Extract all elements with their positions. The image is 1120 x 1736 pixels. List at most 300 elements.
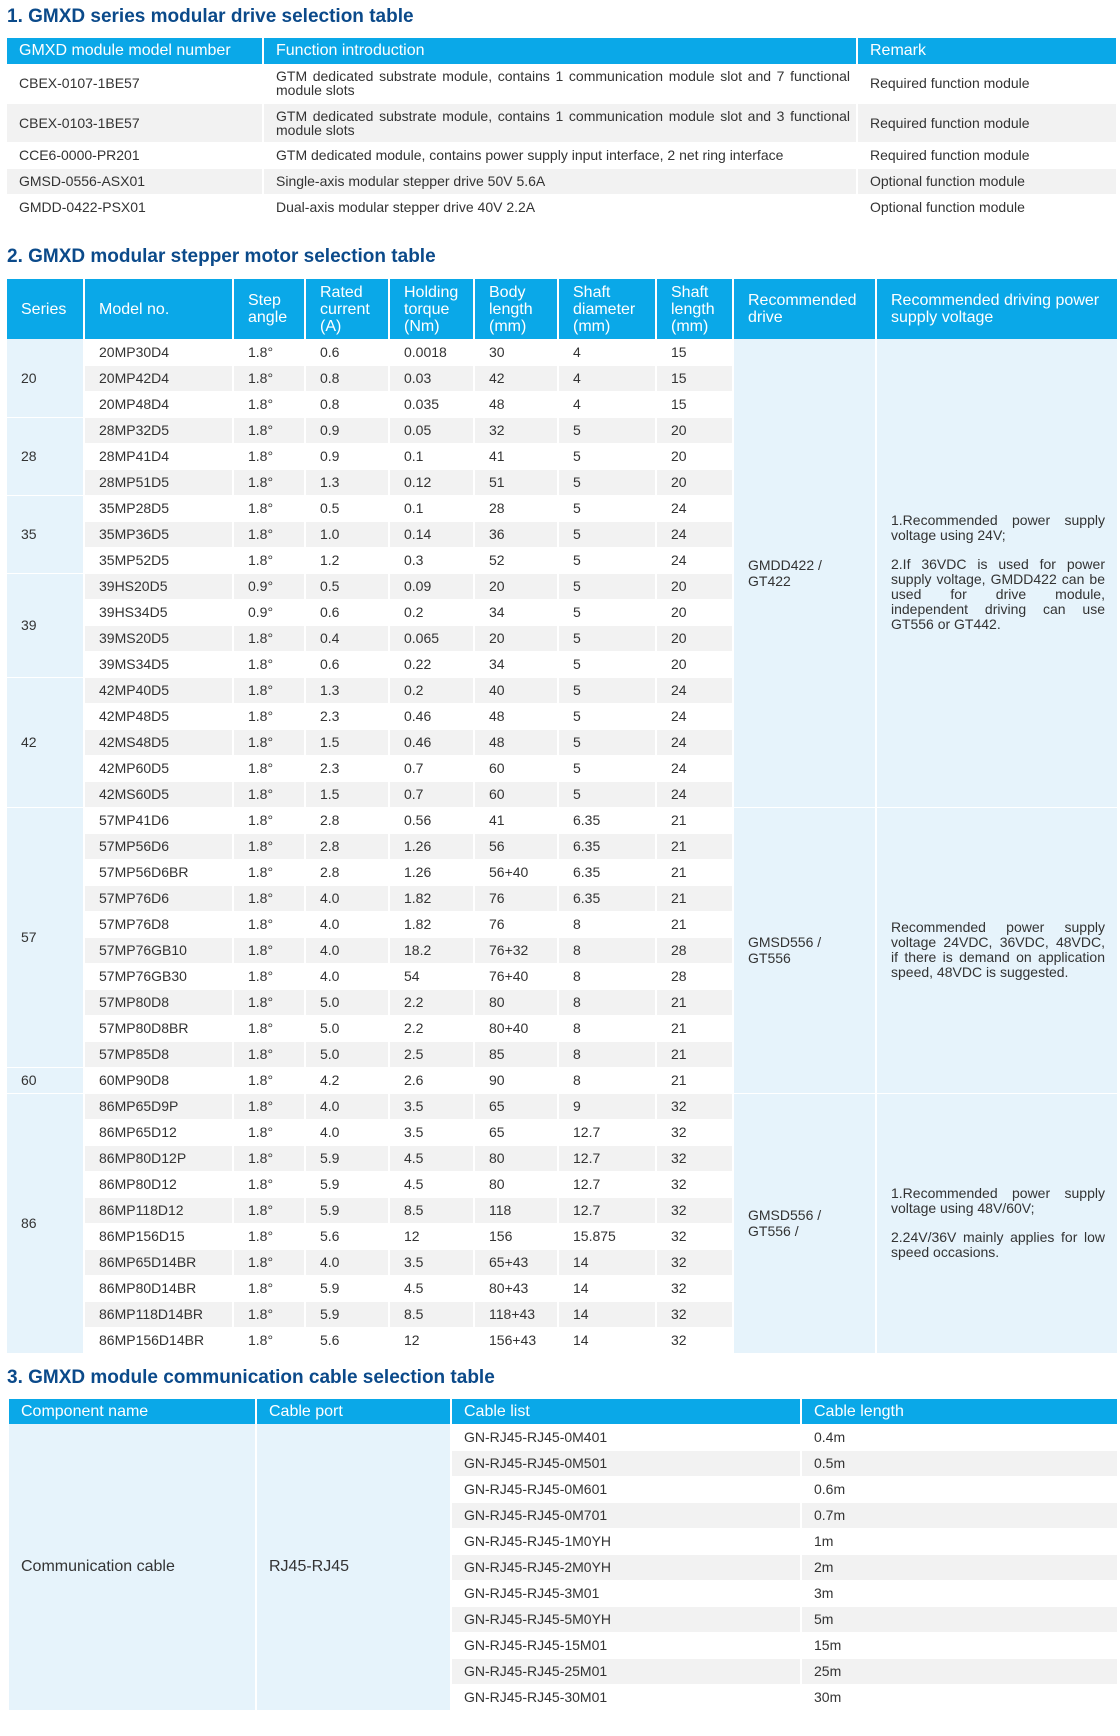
- table-cell: 12.7: [558, 1197, 656, 1223]
- drive-selection-table: [7, 38, 1118, 221]
- table-cell: 6.35: [558, 833, 656, 859]
- table-cell: 1.8°: [233, 365, 305, 391]
- table-cell: 1.8°: [233, 911, 305, 937]
- column-header: Holding torque (Nm): [389, 279, 474, 339]
- table-cell: 65: [474, 1093, 558, 1119]
- cable-length-cell: 25m: [801, 1658, 1118, 1684]
- table-cell: 5.0: [305, 1015, 389, 1041]
- table-cell: 0.035: [389, 391, 474, 417]
- table-cell: Required function module: [857, 142, 1117, 168]
- model-cell: 35MP52D5: [84, 547, 233, 573]
- table-cell: 4.0: [305, 937, 389, 963]
- table-cell: 5.6: [305, 1327, 389, 1353]
- table-cell: 12.7: [558, 1145, 656, 1171]
- table-cell: 24: [656, 677, 733, 703]
- recommended-drive-cell: GMDD422 / GT422: [733, 339, 876, 807]
- table-cell: 1.8°: [233, 859, 305, 885]
- table-cell: 8.5: [389, 1197, 474, 1223]
- model-cell: 39HS20D5: [84, 573, 233, 599]
- table-cell: GMDD-0422-PSX01: [7, 194, 263, 220]
- table-cell: 21: [656, 989, 733, 1015]
- table-cell: 8.5: [389, 1301, 474, 1327]
- series-cell: 20: [7, 339, 84, 417]
- table-cell: Single-axis modular stepper drive 50V 5.6A: [263, 168, 857, 194]
- table-cell: CBEX-0103-1BE57: [7, 103, 263, 142]
- table-cell: 24: [656, 781, 733, 807]
- table-cell: GMSD-0556-ASX01: [7, 168, 263, 194]
- cable-length-cell: 2m: [801, 1554, 1118, 1580]
- table-row: [7, 142, 1117, 168]
- table-cell: 1.8°: [233, 1093, 305, 1119]
- table-cell: 56+40: [474, 859, 558, 885]
- table-cell: 34: [474, 599, 558, 625]
- table-cell: 80: [474, 989, 558, 1015]
- column-header: GMXD module model number: [7, 38, 263, 64]
- table-cell: 0.03: [389, 365, 474, 391]
- table-cell: 4: [558, 391, 656, 417]
- cable-length-cell: 15m: [801, 1632, 1118, 1658]
- column-header: Cable length: [801, 1399, 1118, 1424]
- model-cell: 28MP32D5: [84, 417, 233, 443]
- table-row: [7, 1093, 1118, 1119]
- model-cell: 42MS48D5: [84, 729, 233, 755]
- table-cell: 40: [474, 677, 558, 703]
- cable-model-cell: GN-RJ45-RJ45-0M601: [451, 1476, 801, 1502]
- table-cell: 5.9: [305, 1171, 389, 1197]
- table-row: [7, 194, 1117, 220]
- model-cell: 57MP80D8: [84, 989, 233, 1015]
- model-cell: 20MP48D4: [84, 391, 233, 417]
- table-cell: 0.7: [389, 755, 474, 781]
- table-cell: GTM dedicated substrate module, contains 1 communication module slot and 7 functional module slots: [263, 64, 857, 103]
- table-cell: 32: [656, 1171, 733, 1197]
- table-cell: 1.8°: [233, 1041, 305, 1067]
- table-cell: 1.26: [389, 859, 474, 885]
- table-cell: 52: [474, 547, 558, 573]
- table-cell: 2.5: [389, 1041, 474, 1067]
- series-cell: 42: [7, 677, 84, 807]
- table-cell: 1.8°: [233, 1119, 305, 1145]
- table-cell: 1.8°: [233, 625, 305, 651]
- table-cell: 12.7: [558, 1119, 656, 1145]
- table-cell: 14: [558, 1301, 656, 1327]
- table-cell: 0.12: [389, 469, 474, 495]
- model-cell: 28MP41D4: [84, 443, 233, 469]
- table-cell: 5: [558, 729, 656, 755]
- table-cell: 20: [656, 469, 733, 495]
- model-cell: 86MP156D14BR: [84, 1327, 233, 1353]
- table-cell: 76: [474, 885, 558, 911]
- table-cell: 4.0: [305, 1093, 389, 1119]
- table-cell: 5.9: [305, 1197, 389, 1223]
- cable-length-cell: 3m: [801, 1580, 1118, 1606]
- table-cell: 80+43: [474, 1275, 558, 1301]
- table-cell: 1.8°: [233, 781, 305, 807]
- table-row: [7, 339, 1118, 365]
- table-cell: 51: [474, 469, 558, 495]
- table-cell: 4.5: [389, 1275, 474, 1301]
- table-cell: 2.2: [389, 989, 474, 1015]
- table-cell: 1.0: [305, 521, 389, 547]
- table-row: [9, 1424, 1118, 1450]
- table-cell: 1.5: [305, 781, 389, 807]
- model-cell: 86MP65D9P: [84, 1093, 233, 1119]
- cable-model-cell: GN-RJ45-RJ45-5M0YH: [451, 1606, 801, 1632]
- table-cell: 80: [474, 1145, 558, 1171]
- table-cell: 2.3: [305, 703, 389, 729]
- cable-length-cell: 1m: [801, 1528, 1118, 1554]
- table-cell: CCE6-0000-PR201: [7, 142, 263, 168]
- table-cell: 5.9: [305, 1145, 389, 1171]
- power-supply-note-cell: [876, 1093, 1118, 1353]
- table-cell: 21: [656, 1041, 733, 1067]
- column-header: Function introduction: [263, 38, 857, 64]
- table-cell: 12: [389, 1223, 474, 1249]
- column-header: Model no.: [84, 279, 233, 339]
- table-cell: 2.8: [305, 807, 389, 833]
- table-cell: 8: [558, 1067, 656, 1093]
- table-cell: 4.5: [389, 1171, 474, 1197]
- stepper-motor-table: [7, 279, 1119, 1354]
- table-cell: 1.8°: [233, 651, 305, 677]
- model-cell: 39HS34D5: [84, 599, 233, 625]
- series-cell: 60: [7, 1067, 84, 1093]
- table-cell: 21: [656, 1015, 733, 1041]
- model-cell: 57MP41D6: [84, 807, 233, 833]
- cable-model-cell: GN-RJ45-RJ45-3M01: [451, 1580, 801, 1606]
- table-cell: 1.8°: [233, 391, 305, 417]
- table-cell: Dual-axis modular stepper drive 40V 2.2A: [263, 194, 857, 220]
- column-header: Component name: [9, 1399, 256, 1424]
- table-cell: 3.5: [389, 1249, 474, 1275]
- table-cell: 1.26: [389, 833, 474, 859]
- table-cell: 2.2: [389, 1015, 474, 1041]
- table-cell: 5: [558, 521, 656, 547]
- cable-length-cell: 5m: [801, 1606, 1118, 1632]
- table-cell: 20: [656, 599, 733, 625]
- table-cell: 0.6: [305, 599, 389, 625]
- model-cell: 20MP42D4: [84, 365, 233, 391]
- table-cell: 42: [474, 365, 558, 391]
- table-cell: 1.8°: [233, 885, 305, 911]
- table-cell: 5: [558, 495, 656, 521]
- model-cell: 57MP56D6: [84, 833, 233, 859]
- table-cell: 5: [558, 781, 656, 807]
- cable-length-cell: 0.7m: [801, 1502, 1118, 1528]
- model-cell: 57MP76GB10: [84, 937, 233, 963]
- model-cell: 86MP80D12: [84, 1171, 233, 1197]
- table-cell: 1.8°: [233, 417, 305, 443]
- table-cell: 8: [558, 937, 656, 963]
- model-cell: 57MP56D6BR: [84, 859, 233, 885]
- model-cell: 86MP156D15: [84, 1223, 233, 1249]
- table-cell: 32: [656, 1223, 733, 1249]
- section1-title: 1. GMXD series modular drive selection table: [7, 6, 414, 27]
- table-row: [7, 103, 1117, 142]
- cable-model-cell: GN-RJ45-RJ45-0M501: [451, 1450, 801, 1476]
- table-cell: 5: [558, 625, 656, 651]
- table-row: [7, 807, 1118, 833]
- table-cell: 0.9°: [233, 599, 305, 625]
- model-cell: 60MP90D8: [84, 1067, 233, 1093]
- table-cell: 48: [474, 391, 558, 417]
- power-supply-note: 2.If 36VDC is used for power supply voltage, GMDD422 can be used for drive module, independent driving can use GT556 or GT442.: [891, 556, 1105, 633]
- table-cell: 32: [656, 1327, 733, 1353]
- table-cell: 4: [558, 365, 656, 391]
- table-cell: 54: [389, 963, 474, 989]
- table-cell: 1.8°: [233, 339, 305, 365]
- table-cell: 48: [474, 703, 558, 729]
- cable-table-body: [9, 1424, 1118, 1710]
- table-cell: 4.5: [389, 1145, 474, 1171]
- table-cell: 2.8: [305, 859, 389, 885]
- table-cell: 76+32: [474, 937, 558, 963]
- table-cell: 0.9: [305, 417, 389, 443]
- table-cell: 1.8°: [233, 1301, 305, 1327]
- table-cell: 1.8°: [233, 729, 305, 755]
- cable-model-cell: GN-RJ45-RJ45-0M401: [451, 1424, 801, 1450]
- column-header: Shaft length (mm): [656, 279, 733, 339]
- series-cell: 28: [7, 417, 84, 495]
- table-cell: 21: [656, 833, 733, 859]
- series-cell: 39: [7, 573, 84, 677]
- table-row: [7, 64, 1117, 103]
- table-cell: 32: [656, 1301, 733, 1327]
- table-cell: 0.5: [305, 573, 389, 599]
- table-cell: 32: [656, 1275, 733, 1301]
- model-cell: 86MP65D14BR: [84, 1249, 233, 1275]
- table-cell: Optional function module: [857, 194, 1117, 220]
- table-cell: 1.8°: [233, 1067, 305, 1093]
- table-cell: 32: [474, 417, 558, 443]
- table-cell: 0.22: [389, 651, 474, 677]
- table-cell: 5: [558, 443, 656, 469]
- table-cell: 0.8: [305, 391, 389, 417]
- table-cell: 1.8°: [233, 443, 305, 469]
- cable-table: [9, 1399, 1119, 1711]
- model-cell: 86MP80D12P: [84, 1145, 233, 1171]
- table-cell: 0.6: [305, 651, 389, 677]
- table-cell: 5: [558, 469, 656, 495]
- model-cell: 57MP76D6: [84, 885, 233, 911]
- table-cell: 0.1: [389, 443, 474, 469]
- table-cell: 18.2: [389, 937, 474, 963]
- table-cell: 32: [656, 1197, 733, 1223]
- table-cell: 1.8°: [233, 1197, 305, 1223]
- table-cell: 76: [474, 911, 558, 937]
- table-cell: 32: [656, 1249, 733, 1275]
- table-cell: 1.8°: [233, 677, 305, 703]
- power-supply-note: 2.24V/36V mainly applies for low speed occasions.: [891, 1229, 1105, 1260]
- section2-title: 2. GMXD modular stepper motor selection table: [7, 246, 436, 267]
- table-cell: 65: [474, 1119, 558, 1145]
- power-supply-note: 1.Recommended power supply voltage using 48V/60V;: [891, 1185, 1105, 1216]
- model-cell: 42MS60D5: [84, 781, 233, 807]
- table-cell: 65+43: [474, 1249, 558, 1275]
- cable-length-cell: 0.5m: [801, 1450, 1118, 1476]
- table-cell: 21: [656, 1067, 733, 1093]
- table-cell: 1.8°: [233, 1145, 305, 1171]
- table-cell: 4.0: [305, 963, 389, 989]
- table-cell: 0.09: [389, 573, 474, 599]
- model-cell: 28MP51D5: [84, 469, 233, 495]
- table-cell: 1.8°: [233, 547, 305, 573]
- table-cell: 34: [474, 651, 558, 677]
- table-cell: GTM dedicated substrate module, contains 1 communication module slot and 3 functional module slots: [263, 103, 857, 142]
- table-cell: 24: [656, 729, 733, 755]
- table-cell: 8: [558, 1015, 656, 1041]
- column-header: Rated current (A): [305, 279, 389, 339]
- table-cell: 12: [389, 1327, 474, 1353]
- table-cell: Required function module: [857, 64, 1117, 103]
- table-cell: 56: [474, 833, 558, 859]
- column-header: Remark: [857, 38, 1117, 64]
- table-cell: 28: [656, 963, 733, 989]
- model-cell: 86MP80D14BR: [84, 1275, 233, 1301]
- power-supply-note-cell: [876, 807, 1118, 1093]
- table-cell: 0.5: [305, 495, 389, 521]
- table-cell: 1.8°: [233, 989, 305, 1015]
- power-supply-note-cell: [876, 339, 1118, 807]
- table-cell: 1.8°: [233, 807, 305, 833]
- table-cell: 2.8: [305, 833, 389, 859]
- table-cell: 0.065: [389, 625, 474, 651]
- model-cell: 35MP36D5: [84, 521, 233, 547]
- table-cell: 1.8°: [233, 495, 305, 521]
- table-cell: 5: [558, 573, 656, 599]
- table-cell: 5: [558, 417, 656, 443]
- power-supply-note: 1.Recommended power supply voltage using 24V;: [891, 512, 1105, 544]
- table-cell: 15: [656, 339, 733, 365]
- column-header: Cable list: [451, 1399, 801, 1424]
- table-cell: 2.6: [389, 1067, 474, 1093]
- table-cell: 6.35: [558, 807, 656, 833]
- table-cell: 48: [474, 729, 558, 755]
- table-cell: 5.9: [305, 1301, 389, 1327]
- model-cell: 86MP65D12: [84, 1119, 233, 1145]
- model-cell: 35MP28D5: [84, 495, 233, 521]
- table-cell: 32: [656, 1119, 733, 1145]
- model-cell: 42MP60D5: [84, 755, 233, 781]
- table-cell: 9: [558, 1093, 656, 1119]
- table-cell: 1.8°: [233, 703, 305, 729]
- motor-table-body: [7, 339, 1118, 1353]
- column-header: Shaft diameter (mm): [558, 279, 656, 339]
- table-cell: 15: [656, 365, 733, 391]
- table-cell: 24: [656, 521, 733, 547]
- power-supply-note: Recommended power supply voltage 24VDC, 36VDC, 48VDC, if there is demand on application speed, 48VDC is suggested.: [891, 919, 1105, 980]
- table-cell: 3.5: [389, 1093, 474, 1119]
- table-cell: 21: [656, 859, 733, 885]
- table-cell: 1.8°: [233, 1249, 305, 1275]
- table-cell: 6.35: [558, 859, 656, 885]
- table-cell: 8: [558, 911, 656, 937]
- cable-length-cell: 0.6m: [801, 1476, 1118, 1502]
- table-cell: 5.0: [305, 989, 389, 1015]
- table-cell: 30: [474, 339, 558, 365]
- table-cell: 0.8: [305, 365, 389, 391]
- section3-title: 3. GMXD module communication cable selection table: [7, 1367, 495, 1388]
- table-cell: 1.5: [305, 729, 389, 755]
- model-cell: 57MP76D8: [84, 911, 233, 937]
- table-cell: 2.3: [305, 755, 389, 781]
- table-cell: 24: [656, 547, 733, 573]
- table-cell: 1.82: [389, 885, 474, 911]
- table-cell: 0.2: [389, 677, 474, 703]
- table-cell: 1.8°: [233, 937, 305, 963]
- table-cell: 28: [474, 495, 558, 521]
- table-cell: 15: [656, 391, 733, 417]
- cable-model-cell: GN-RJ45-RJ45-2M0YH: [451, 1554, 801, 1580]
- table-cell: 32: [656, 1145, 733, 1171]
- table-cell: 20: [474, 573, 558, 599]
- model-cell: 86MP118D12: [84, 1197, 233, 1223]
- table-cell: 90: [474, 1067, 558, 1093]
- table-cell: 1.8°: [233, 1171, 305, 1197]
- table-cell: 5: [558, 547, 656, 573]
- series-cell: 86: [7, 1093, 84, 1353]
- column-header: Series: [7, 279, 84, 339]
- table-cell: 0.1: [389, 495, 474, 521]
- table-cell: 80: [474, 1171, 558, 1197]
- table-cell: 20: [656, 651, 733, 677]
- table-cell: 0.05: [389, 417, 474, 443]
- cable-model-cell: GN-RJ45-RJ45-30M01: [451, 1684, 801, 1710]
- table-cell: 1.8°: [233, 963, 305, 989]
- table-cell: 5: [558, 755, 656, 781]
- table-cell: Optional function module: [857, 168, 1117, 194]
- table-cell: 76+40: [474, 963, 558, 989]
- table-cell: 4.2: [305, 1067, 389, 1093]
- table-cell: 5.9: [305, 1275, 389, 1301]
- model-cell: 86MP118D14BR: [84, 1301, 233, 1327]
- table-cell: 5.0: [305, 1041, 389, 1067]
- table-cell: 5: [558, 677, 656, 703]
- table-cell: 5: [558, 703, 656, 729]
- table-cell: 0.2: [389, 599, 474, 625]
- table-cell: 14: [558, 1275, 656, 1301]
- component-name-cell: Communication cable: [9, 1424, 256, 1710]
- table-cell: CBEX-0107-1BE57: [7, 64, 263, 103]
- table-cell: 4.0: [305, 911, 389, 937]
- table-cell: 1.8°: [233, 833, 305, 859]
- table-cell: 0.4: [305, 625, 389, 651]
- table-cell: 1.8°: [233, 1223, 305, 1249]
- model-cell: 57MP80D8BR: [84, 1015, 233, 1041]
- table-cell: 1.8°: [233, 1015, 305, 1041]
- table-cell: 60: [474, 755, 558, 781]
- table-cell: 8: [558, 1041, 656, 1067]
- table-cell: 0.7: [389, 781, 474, 807]
- table-cell: 8: [558, 963, 656, 989]
- model-cell: 39MS20D5: [84, 625, 233, 651]
- table-cell: 1.8°: [233, 1275, 305, 1301]
- table-cell: 1.82: [389, 911, 474, 937]
- table-cell: 1.8°: [233, 755, 305, 781]
- table-cell: 0.46: [389, 703, 474, 729]
- model-cell: 57MP85D8: [84, 1041, 233, 1067]
- table-cell: 4.0: [305, 885, 389, 911]
- recommended-drive-cell: GMSD556 / GT556: [733, 807, 876, 1093]
- table-cell: 12.7: [558, 1171, 656, 1197]
- table-cell: 20: [656, 573, 733, 599]
- table-cell: 156: [474, 1223, 558, 1249]
- table-cell: GTM dedicated module, contains power supply input interface, 2 net ring interface: [263, 142, 857, 168]
- table-cell: 118: [474, 1197, 558, 1223]
- cable-port-cell: RJ45-RJ45: [256, 1424, 451, 1710]
- recommended-drive-cell: GMSD556 / GT556 /: [733, 1093, 876, 1353]
- table-cell: 41: [474, 807, 558, 833]
